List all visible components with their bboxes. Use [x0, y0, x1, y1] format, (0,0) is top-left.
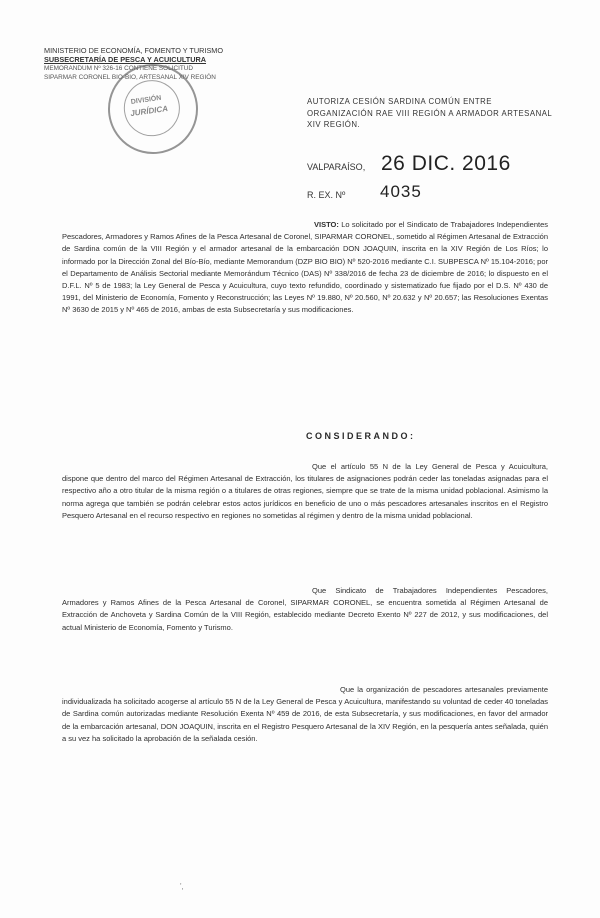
- stamp-text-juridica: JURÍDICA: [129, 103, 169, 119]
- date-value: 26 DIC. 2016: [381, 152, 511, 175]
- considerando-2-text: Que Sindicato de Trabajadores Independientes Pescadores, Armadores y Ramos Afines de la Pesca Artesanal de Coronel, SIPARMAR CORONEL, se encuentra sometida al Régimen Artesanal de Extracción de Anchoveta y Sardina Común de la VIII Región, establecido mediante Decreto Exento Nº 227 de 2012, y sus modificaciones, del actual Ministerio de Economía, Fomento y Turismo.: [62, 586, 548, 632]
- subsecretaria-name: SUBSECRETARÍA DE PESCA Y ACUICULTURA: [44, 55, 207, 64]
- reference-line-1: MEMORANDUM Nº 326-16 CONTIENE SOLICITUD: [44, 65, 193, 72]
- resolution-title: AUTORIZA CESIÓN SARDINA COMÚN ENTRE ORGANIZACIÓN RAE VIII REGIÓN A ARMADOR ARTESANAL XIV REGIÓN.: [307, 97, 552, 129]
- visto-text: Lo solicitado por el Sindicato de Trabajadores Independientes Pescadores, Armadores y Ramos Afines de la Pesca Artesanal de Coronel, SIPARMAR CORONEL, sometido al Régimen Artesanal de Extracción de Sardina común de la VIII Región y el armador artesanal de la embarcación DON JOAQUIN, inscrita en la XIV Región de Los Ríos; lo informado por la Dirección Zonal del Bío-Bío, mediante Memorandum (DZP BIO BIO) Nº 520-2016 mediante C.I. SUBPESCA Nº 15.104-2016; por el Departamento de Análisis Sectorial mediante Memorándum Técnico (DAS) Nº 338/2016 de fecha 23 de diciembre de 2016; lo dispuesto en el D.F.L. Nº 5 de 1983; la Ley General de Pesca y Acuicultura, cuyo texto refundido, coordinado y sistematizado fue fijado por el D.S. Nº 430 de 1991, del Ministerio de Economía, Fomento y Reconstrucción; las Leyes Nº 19.880, Nº 20.560, Nº 20.632 y Nº 20.657; las Resoluciones Exentas Nº 3630 de 2015 y Nº 465 de 2016, ambas de esta Subsecretaría y sus modificaciones.: [62, 220, 548, 315]
- ministry-name: MINISTERIO DE ECONOMÍA, FOMENTO Y TURISMO: [44, 46, 224, 55]
- visto-lead: VISTO:: [314, 220, 339, 229]
- scan-mark: ',: [180, 882, 184, 891]
- resolution-number-label: R. EX. Nº: [307, 190, 346, 200]
- considerando-heading: CONSIDERANDO:: [306, 431, 416, 441]
- considerando-paragraph-3: [62, 684, 548, 745]
- considerando-paragraph-1: [62, 461, 548, 522]
- considerando-1-text: Que el artículo 55 N de la Ley General de Pesca y Acuicultura, dispone que dentro del marco del Régimen Artesanal de Extracción, los titulares de asignaciones podrán ceder las toneladas asignadas para el respectivo año a otro titular de la misma región o a titulares de otras regiones, siempre que se trate de la misma unidad poblacional. Asimismo la norma agrega que también se podrán celebrar estos actos jurídicos en beneficio de uno o más pescadores artesanales inscritos en el Registro Pesquero Artesanal en el recurso respectivo en regiones no sometidas al régimen y dentro de la misma unidad poblacional.: [62, 462, 548, 520]
- date-label: VALPARAÍSO,: [307, 162, 366, 172]
- considerando-paragraph-2: [62, 585, 548, 634]
- considerando-3-text: Que la organización de pescadores artesanales previamente individualizada ha solicitado acogerse al artículo 55 N de la Ley General de Pesca y Acuicultura, manifestando su voluntad de ceder 40 toneladas de Sardina común autorizadas mediante Resolución Exenta Nº 459 de 2016, de esta Subsecretaría, y sus modificaciones, en favor del armador de la embarcación artesanal, DON JOAQUIN, inscrita en el Registro Pesquero Artesanal de la XIV Región, en la pesquería antes señalada, quién a su vez ha solicitado la aprobación de la señalada cesión.: [62, 685, 548, 743]
- visto-paragraph: [62, 219, 548, 317]
- stamp-text-division: DIVISIÓN: [130, 94, 162, 106]
- reference-line-2: SIPARMAR CORONEL BIO-BIO, ARTESANAL XIV REGIÓN: [44, 74, 216, 81]
- resolution-number-value: 4035: [380, 182, 422, 201]
